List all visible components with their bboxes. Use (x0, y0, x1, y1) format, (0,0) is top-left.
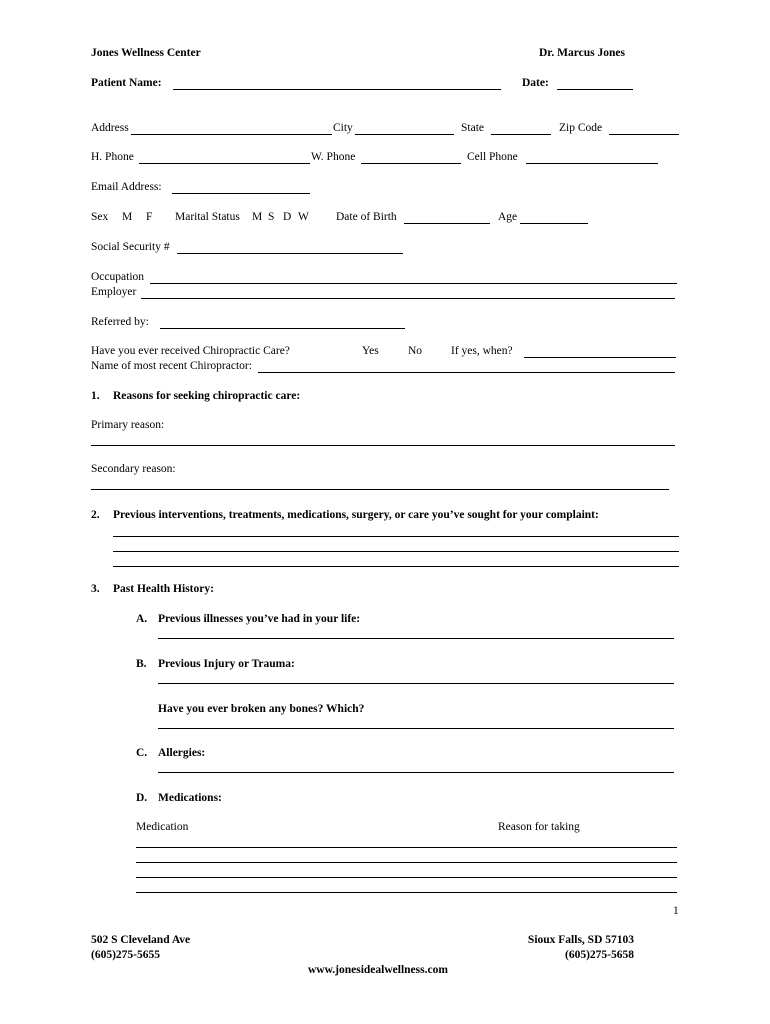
marital-status-label: Marital Status (175, 211, 240, 223)
allergies-field[interactable] (158, 772, 674, 773)
section-3-number: 3. (91, 583, 100, 595)
allergies-title: Allergies: (158, 747, 206, 759)
medication-line-2[interactable] (136, 862, 677, 863)
subsection-b-letter: B. (136, 658, 147, 670)
section-2-title: Previous interventions, treatments, medications, surgery, or care you’ve sought for your complaint: (113, 509, 599, 521)
age-field[interactable] (520, 223, 588, 224)
primary-reason-label: Primary reason: (91, 419, 165, 431)
work-phone-field[interactable] (361, 163, 461, 164)
work-phone-label: W. Phone (311, 151, 356, 163)
previous-illnesses-field[interactable] (158, 638, 674, 639)
sex-option-f[interactable]: F (146, 211, 153, 223)
medications-title: Medications: (158, 792, 222, 804)
home-phone-label: H. Phone (91, 151, 134, 163)
injury-trauma-title: Previous Injury or Trauma: (158, 658, 295, 670)
dob-field[interactable] (404, 223, 490, 224)
footer-phone: (605)275-5655 (91, 949, 160, 961)
cell-phone-field[interactable] (526, 163, 658, 164)
state-label: State (461, 122, 484, 134)
state-field[interactable] (491, 134, 551, 135)
interventions-line-1[interactable] (113, 536, 679, 537)
subsection-c-letter: C. (136, 747, 148, 759)
zip-field[interactable] (609, 134, 679, 135)
email-label: Email Address: (91, 181, 162, 193)
section-3-title: Past Health History: (113, 583, 214, 595)
footer-fax: (605)275-5658 (565, 949, 634, 961)
doctor-name: Dr. Marcus Jones (539, 47, 625, 59)
medication-line-3[interactable] (136, 877, 677, 878)
sex-label: Sex (91, 211, 109, 223)
city-label: City (333, 122, 353, 134)
age-label: Age (498, 211, 518, 223)
address-label: Address (91, 122, 129, 134)
footer-city: Sioux Falls, SD 57103 (527, 934, 634, 946)
section-2-number: 2. (91, 509, 100, 521)
date-field[interactable] (557, 89, 633, 90)
secondary-reason-field[interactable] (91, 489, 669, 490)
center-name: Jones Wellness Center (91, 47, 201, 59)
interventions-line-3[interactable] (113, 566, 679, 567)
interventions-line-2[interactable] (113, 551, 679, 552)
section-1-title: Reasons for seeking chiropractic care: (113, 390, 301, 402)
chiro-care-question: Have you ever received Chiropractic Care? (91, 345, 290, 357)
page-number: 1 (673, 905, 679, 917)
referred-by-label: Referred by: (91, 316, 149, 328)
subsection-d-letter: D. (136, 792, 148, 804)
dob-label: Date of Birth (336, 211, 397, 223)
cell-phone-label: Cell Phone (467, 151, 518, 163)
occupation-field[interactable] (150, 283, 677, 284)
recent-chiropractor-field[interactable] (258, 372, 675, 373)
marital-option-s[interactable]: S (268, 211, 275, 223)
ssn-field[interactable] (177, 253, 403, 254)
patient-name-field[interactable] (173, 89, 501, 90)
if-yes-when-field[interactable] (524, 357, 676, 358)
chiro-yes-option[interactable]: Yes (362, 345, 379, 357)
chiro-no-option[interactable]: No (408, 345, 423, 357)
footer-website[interactable]: www.jonesidealwellness.com (308, 964, 448, 976)
recent-chiropractor-label: Name of most recent Chiropractor: (91, 360, 252, 372)
if-yes-label: If yes, when? (451, 345, 513, 357)
employer-label: Employer (91, 286, 137, 298)
subsection-a-letter: A. (136, 613, 148, 625)
medication-line-1[interactable] (136, 847, 677, 848)
date-label: Date: (522, 77, 549, 89)
broken-bones-question: Have you ever broken any bones? Which? (158, 703, 365, 715)
marital-option-d[interactable]: D (283, 211, 292, 223)
marital-option-w[interactable]: W (298, 211, 309, 223)
employer-field[interactable] (141, 298, 675, 299)
city-field[interactable] (355, 134, 454, 135)
sex-option-m[interactable]: M (122, 211, 133, 223)
email-field[interactable] (172, 193, 310, 194)
injury-trauma-field[interactable] (158, 683, 674, 684)
home-phone-field[interactable] (139, 163, 310, 164)
previous-illnesses-title: Previous illnesses you’ve had in your life: (158, 613, 361, 625)
secondary-reason-label: Secondary reason: (91, 463, 176, 475)
footer-address: 502 S Cleveland Ave (91, 934, 191, 946)
address-field[interactable] (131, 134, 332, 135)
ssn-label: Social Security # (91, 241, 170, 253)
occupation-label: Occupation (91, 271, 145, 283)
medication-column-header: Medication (136, 821, 189, 833)
marital-option-m[interactable]: M (252, 211, 263, 223)
referred-by-field[interactable] (160, 328, 405, 329)
medication-line-4[interactable] (136, 892, 677, 893)
reason-column-header: Reason for taking (498, 821, 580, 833)
zip-label: Zip Code (559, 122, 603, 134)
section-1-number: 1. (91, 390, 100, 402)
patient-name-label: Patient Name: (91, 77, 162, 89)
broken-bones-field[interactable] (158, 728, 674, 729)
primary-reason-field[interactable] (91, 445, 675, 446)
